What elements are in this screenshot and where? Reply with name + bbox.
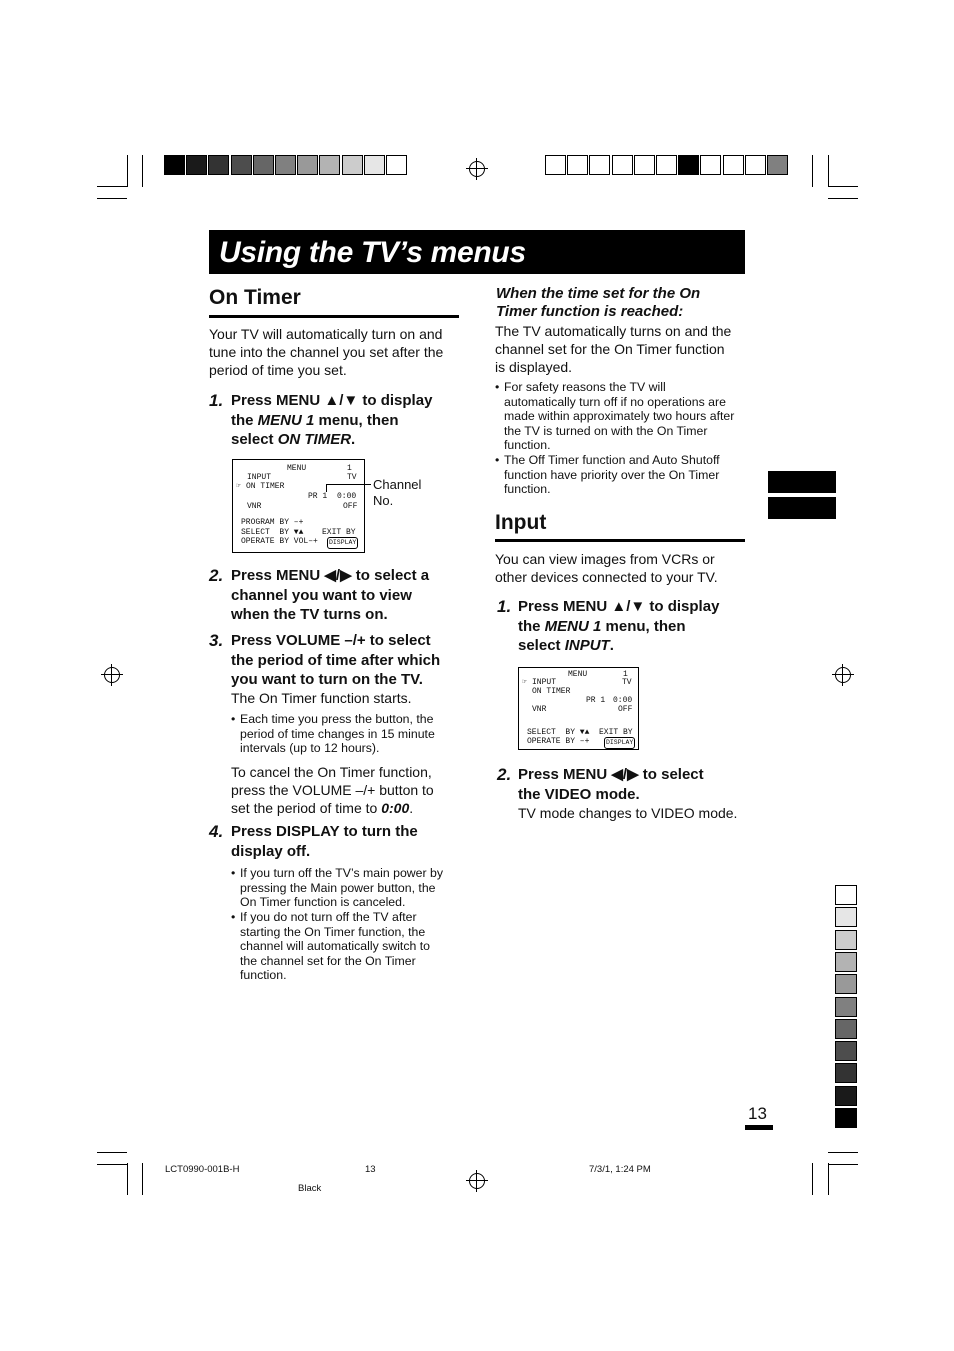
side-tab-swatch <box>835 907 857 927</box>
color-swatch <box>545 155 566 175</box>
channel-callout: Channel No. <box>373 477 422 508</box>
bullet-item: • If you turn off the TV’s main power by pressing the Main power button, the On Timer function is canceled. <box>231 866 444 910</box>
color-swatch <box>767 155 788 175</box>
step-number: 3. <box>209 631 224 650</box>
color-swatch <box>612 155 633 175</box>
color-swatch <box>297 155 318 175</box>
color-swatch <box>208 155 229 175</box>
bullet-item: • For safety reasons the TV will automatically turn off if no operations are made within approximately two hours after the TV is turned on with the On Timer function. <box>495 380 735 453</box>
input-heading: Input <box>495 511 547 534</box>
osd-menu-screen: MENU 1 INPUT TV ☞ ON TIMER PR 1 0:00 VNR OFF PROGRAM BY –+ SELECT BY ▼▲ EXIT BY OPERATE BY VOL–+ DISPLAY <box>232 459 365 553</box>
on-timer-heading: On Timer <box>209 286 301 309</box>
input-step2-result: TV mode changes to VIDEO mode. <box>518 805 738 821</box>
pointer-hand-icon: ☞ <box>522 678 527 687</box>
color-swatch <box>386 155 407 175</box>
registration-mark-icon <box>469 161 485 177</box>
reached-heading: When the time set for the On Timer function is reached: <box>496 285 701 320</box>
registration-mark-icon <box>469 1173 485 1189</box>
color-swatch <box>231 155 252 175</box>
color-swatch <box>745 155 766 175</box>
step-number: 4. <box>209 822 224 841</box>
color-swatch <box>656 155 677 175</box>
color-swatch <box>364 155 385 175</box>
color-swatch <box>678 155 699 175</box>
bullet-item: • If you do not turn off the TV after starting the On Timer function, the channel will automatically switch to the channel set for the On Timer function. <box>231 910 431 983</box>
side-tab-swatch <box>835 952 857 972</box>
color-swatch <box>589 155 610 175</box>
on-timer-step2: Press MENU ◀/▶ to select a channel you want to view when the TV turns on. <box>231 567 430 623</box>
page-title: Using the TV’s menus <box>219 236 526 269</box>
bullet-item: • The Off Timer function and Auto Shutoff function have priority over the On Timer function. <box>495 453 720 497</box>
footer-code: LCT0990-001B-H <box>165 1164 240 1175</box>
step-number: 2. <box>209 566 224 585</box>
page-number-bar <box>745 1125 773 1130</box>
title-banner <box>209 230 745 274</box>
on-timer-step3: Press VOLUME –/+ to select the period of time after which you want to turn on the TV. <box>231 632 441 688</box>
color-swatch <box>319 155 340 175</box>
side-tab-swatch <box>835 1063 857 1083</box>
step-number: 2. <box>497 765 512 784</box>
pointer-hand-icon: ☞ <box>236 482 241 491</box>
cancel-text: To cancel the On Timer function, press the VOLUME –/+ button to set the period of time to 0:00. <box>231 764 434 816</box>
side-tab-swatch <box>835 997 857 1017</box>
side-tab-swatch <box>835 885 857 905</box>
side-tab-swatch <box>835 1019 857 1039</box>
reached-text: The TV automatically turns on and the channel set for the On Timer function is displayed. <box>495 323 732 375</box>
color-swatch <box>275 155 296 175</box>
footer-color: Black <box>298 1183 322 1194</box>
page-number: 13 <box>748 1104 767 1123</box>
color-swatch <box>700 155 721 175</box>
step-number: 1. <box>209 391 224 410</box>
input-step2: Press MENU ◀/▶ to select the VIDEO mode. <box>518 766 704 803</box>
input-step1: Press MENU ▲/▼ to display the MENU 1 menu, then select INPUT. <box>518 598 720 654</box>
registration-mark-icon <box>104 667 120 683</box>
callout-line <box>326 484 371 485</box>
footer-page: 13 <box>365 1164 376 1175</box>
on-timer-step4: Press DISPLAY to turn the display off. <box>231 823 418 860</box>
color-swatch <box>342 155 363 175</box>
color-swatch <box>634 155 655 175</box>
section-tab <box>768 471 836 493</box>
bullet-item: • Each time you press the button, the period of time changes in 15 minute intervals (up to 12 hours). <box>231 712 435 756</box>
osd-menu-screen: MENU 1 ☞ INPUT TV ON TIMER PR 1 0:00 VNR OFF SELECT BY ▼▲ EXIT BY OPERATE BY –+ DISPLAY <box>518 667 639 750</box>
color-swatch <box>567 155 588 175</box>
on-timer-intro: Your TV will automatically turn on and tune into the channel you set after the period of time you set. <box>209 326 444 378</box>
heading-rule <box>209 315 459 318</box>
heading-rule <box>495 539 745 542</box>
input-intro: You can view images from VCRs or other devices connected to your TV. <box>495 551 718 585</box>
color-swatch <box>253 155 274 175</box>
side-tab-swatch <box>835 1086 857 1106</box>
color-swatch <box>723 155 744 175</box>
side-tab-swatch <box>835 1108 857 1128</box>
step-number: 1. <box>497 597 512 616</box>
section-tab <box>768 497 836 519</box>
color-swatch <box>186 155 207 175</box>
on-timer-step1: Press MENU ▲/▼ to display the MENU 1 menu, then select ON TIMER. <box>231 392 433 448</box>
footer-date: 7/3/1, 1:24 PM <box>589 1164 651 1175</box>
callout-line <box>326 484 327 492</box>
step3-result: The On Timer function starts. <box>231 690 412 706</box>
registration-mark-icon <box>835 667 851 683</box>
color-swatch <box>164 155 185 175</box>
side-tab-swatch <box>835 974 857 994</box>
side-tab-swatch <box>835 930 857 950</box>
side-tab-swatch <box>835 1041 857 1061</box>
